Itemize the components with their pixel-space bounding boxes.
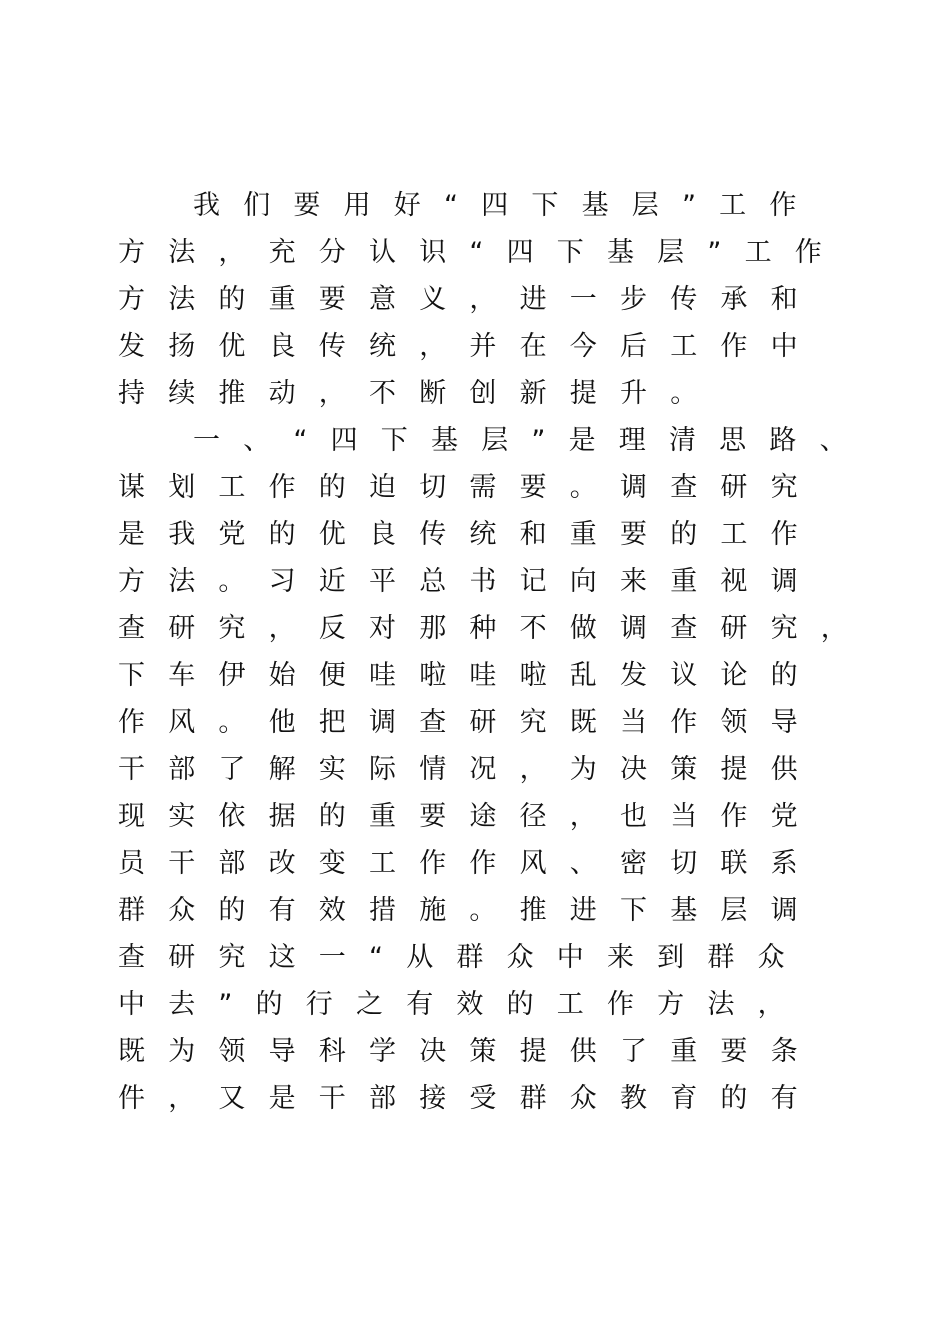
text-line: 现实依据的重要途径，也当作党 [118, 801, 821, 832]
text-line: 是我党的优良传统和重要的工作 [118, 519, 821, 550]
text-line: 干部了解实际情况，为决策提供 [118, 754, 821, 785]
text-line: 既为领导科学决策提供了重要条 [118, 1036, 821, 1067]
text-line: 员干部改变工作作风、密切联系 [118, 848, 821, 879]
text-line: 方法的重要意义，进一步传承和 [118, 284, 821, 315]
text-line: 查研究，反对那种不做调查研究， [118, 613, 871, 644]
text-line: 下车伊始便哇啦哇啦乱发议论的 [118, 660, 821, 691]
text-line: 持续推动，不断创新提升。 [118, 378, 721, 409]
text-line: 件，又是干部接受群众教育的有 [118, 1083, 821, 1114]
text-line: 群众的有效措施。推进下基层调 [118, 895, 821, 926]
text-line: 方法，充分认识“四下基层”工作 [118, 237, 845, 268]
text-line: 中去”的行之有效的工作方法， [118, 989, 808, 1020]
text-line: 发扬优良传统，并在今后工作中 [118, 331, 821, 362]
text-line: 作风。他把调查研究既当作领导 [118, 707, 821, 738]
text-line: 查研究这一“从群众中来到群众 [118, 942, 808, 973]
text-line: 方法。习近平总书记向来重视调 [118, 566, 821, 597]
section-heading: 一、“四下基层”是理清思路、 [193, 425, 870, 456]
text-line: 我们要用好“四下基层”工作 [193, 190, 820, 221]
text-line: 谋划工作的迫切需要。调查研究 [118, 472, 821, 503]
